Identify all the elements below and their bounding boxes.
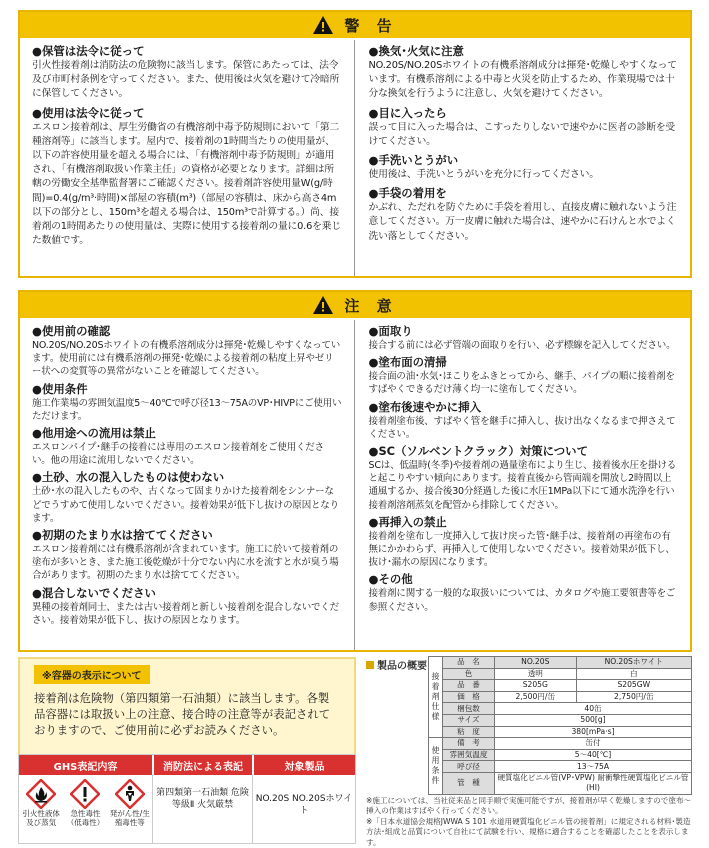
caution-section [32,382,342,423]
caution-section [369,400,679,441]
container-label-box [18,657,356,757]
spec-title: 製品の概要 [366,657,427,672]
warning-triangle-icon [312,295,334,315]
ghs-flame: 引火性液体及び蒸気 [20,779,62,843]
section-body: 引火性接着剤は消防法の危険物に該当します。保管にあたっては、法令及び市町村条例を守ってください。また、使用後は火気を避けて冷暗所に保管してください。 [32,60,340,100]
health-hazard-icon [115,779,145,809]
ghs-table [18,754,356,844]
section-body: エスロン接着剤には有機系溶剤が含まれています。施工に於いて接着剤の塗布が多いとき、また施工後乾燥が十分でない内に水を流すと水が臭う場合があります。初期のたまり水は捨ててください。 [32,544,339,582]
caution-section [369,515,679,570]
warning-section [369,186,679,244]
target-products: NO.20S NO.20Sホワイト [252,775,355,843]
target-product-header: 対象製品 [252,755,355,775]
spec-group-label: 使用条件 [429,738,443,795]
table-row: 雰囲気温度 5～40[℃] [429,749,692,761]
table-row: 呼び径 13～75A [429,761,692,773]
table-row: 色 透明 白 [429,668,692,680]
section-title: ●換気･火気に注意 [368,44,464,58]
section-title: ●手洗いとうがい [368,153,459,168]
caution-section [32,470,342,525]
fire-law-header: 消防法による表記 [152,755,252,775]
section-body: 施工作業場の雰囲気温度5～40℃で呼び径13～75AのVP･HIVPにご使用いただけます。 [32,397,342,422]
warning-heading: 警 告 [344,16,398,35]
caution-header [20,292,690,318]
section-title: ●塗布面の清掃 [368,355,447,370]
table-row: 接着剤仕様 品 名 NO.20S NO.20Sホワイト [429,657,692,669]
section-body: 接着剤を塗布し一度挿入して抜け戻った管･継手は、接着剤の再塗布の有無にかかわらず、再挿入して使用しないでください。接着効果が低下し、抜け･漏水の原因になります。 [368,530,675,569]
section-body: 接着剤塗布後、すばやく管を継手に挿入し、抜け出なくなるまで押さえてください。 [368,415,676,440]
note-2: ※「日本水道協会規格JWWA S 101 水道用硬質塩化ビニル管の接着剤」に規定される材料･製造方法･組成と品質について自社にて試験を行い、規格に適合することを確認したことを表示します。 [366,816,691,847]
section-body: SCは、低温時(冬季)や接着剤の過量塗布により生じ、接着後水圧を掛けると起こりやすい傾向にあります。接着直後から管両端を開放し2時間以上通風するか、接合後30分経過した後に水圧1MPa以下にて通水洗浄を行い接着剤溶剤蒸気を配管から排除してください。 [368,460,677,511]
section-body: 使用後は、手洗いとうがいを充分に行ってください。 [368,169,599,181]
caution-section [32,324,342,379]
warning-right-column [354,40,691,276]
section-body: エスロン接着剤は、厚生労働省の有機溶剤中毒予防規則において「第二種溶剤等」に該当します。屋内で、接着剤の1時間当たりの使用量が、以下の許容使用量を超える場合には、「有機溶剤中毒予防規則」が適用され、「有機溶剤取扱い作業主任」の資格が必要となります。詳細は所轄の労働安全基準監督署にご確認ください。接着剤許容使用量W(g/時間)=0.4(g/m³·時間)×部屋の容積(m³)（部屋の容積は、床から高さ4m以下の部分とし、150m³を超える場合は、150m³で計算する。）尚、接着剤の1時間あたりの使用量は、実際に使用する接着剤の量に0.6を乗じた数値です。 [32,121,341,247]
caution-box [18,290,692,652]
section-body: NO.20S/NO.20Sホワイトの有機系溶剤成分は揮発･乾燥しやすくなっています。使用前には有機系溶剤の揮発･乾燥による接着剤の粘度上昇やゼリー状への変質等の異常がないことを確認してください。 [32,340,341,378]
section-title: ●面取り [368,324,413,338]
section-body: 誤って目に入った場合は、こすったりしないで速やかに医者の診断を受けてください。 [368,121,676,147]
section-title: ●他用途への流用は禁止 [32,426,156,441]
section-title: ●使用前の確認 [32,324,111,338]
warning-section [32,106,342,249]
warning-triangle-icon [312,15,334,35]
section-title: ●目に入ったら [368,105,447,120]
table-row: 品 番 S205G S205GW [429,680,692,692]
section-body: 異種の接着剤同士、または古い接着剤と新しい接着剤を混合しないでください。接着効果が低下し、抜けの原因となります。 [32,601,339,626]
section-body: かぶれ、ただれを防ぐために手袋を着用し、直接皮膚に触れないよう注意してください。万一皮膚に触れた場合は、速やかに石けんと水でよく洗い落としてください。 [368,202,677,242]
spec-group-label: 接着剤仕様 [429,657,443,738]
warning-section [369,153,679,182]
section-title: ●その他 [368,572,413,587]
section-title: ●手袋の着用を [368,186,447,201]
ghs-header: GHS表記内容 [19,755,152,775]
section-title: ●再挿入の禁止 [368,514,447,529]
spec-notes [366,796,694,848]
spec-table [428,656,692,795]
container-label-text: 接着剤は危険物（第四類第一石油類）に該当します。各製品容器には取扱い上の注意、接合時の注意等が表記されておりますので、ご使用前に必ずお読みください。 [34,691,331,737]
section-body: 接合する前には必ず管端の面取りを行い、必ず標線を記入してください。 [368,340,676,351]
section-body: 接着剤に関する一般的な取扱いについては、カタログや施工要領書等をご参照ください。 [368,588,676,613]
table-row: 使用条件 備 考 缶付 [429,738,692,750]
table-row: 粘 度 380[mPa·s] [429,726,692,738]
caution-section [32,528,342,583]
warning-section [369,44,679,102]
caution-section [32,586,342,627]
section-title: ●使用は法令に従って [32,105,145,120]
section-title: ●保管は法令に従って [32,44,145,58]
caution-section [32,426,342,467]
exclamation-icon [70,779,100,809]
caution-section [369,355,679,396]
section-title: ●塗布後速やかに挿入 [368,399,481,414]
section-title: ●使用条件 [32,381,88,396]
caution-heading: 注 意 [344,296,398,315]
section-body: 土砂･水の混入したものや、古くなって固まりかけた接着剤をシンナーなどでうすめて使用しないでください。接着効果が低下し抜けの原因となります。 [32,486,339,524]
ghs-health-hazard: 発がん性/生殖毒性等 [109,779,151,843]
caution-section [369,324,679,352]
table-row: 管 種 硬質塩化ビニル管(VP･VPW) 耐衝撃性硬質塩化ビニル管(HI) [429,772,692,794]
ghs-exclamation: 急性毒性（低毒性） [64,779,106,843]
flame-icon [26,779,56,809]
caution-section [369,572,679,613]
section-title: ●混合しないでください [32,585,156,600]
warning-section [369,106,679,149]
warning-section [32,44,342,102]
section-body: 接合面の油･水気･ほこりをふきとってから、継手、パイプの順に接着剤をすばやくできるだけ薄く均一に塗布してください。 [368,371,675,396]
section-body: エスロンパイプ･継手の接着には専用のエスロン接着剤をご使用ください。他の用途に流用しないでください。 [32,442,324,467]
container-label-tag: ※容器の表示について [34,665,150,684]
warning-left-column [20,40,354,276]
section-title: ●SC（ソルベントクラック）対策について [368,444,588,459]
section-title: ●初期のたまり水は捨ててください [32,528,213,543]
warning-header [20,12,690,38]
section-title: ●土砂、水の混入したものは使わない [32,470,225,485]
note-1: ※施工については、当社従来品と同手順で実施可能ですが、接着剤が早く乾燥しますので塗布～挿入の作業はすばやく行ってください。 [366,796,692,816]
table-row: サイズ 500[g] [429,714,692,726]
caution-right-column [354,320,691,650]
caution-left-column [20,320,354,650]
section-body: NO.20S/NO.20Sホワイトの有機系溶剤成分は揮発･乾燥しやすくなっています。有機系溶剤による中毒と火災を防止するため、作業現場では十分な換気を行うように注意し、火気を避けてください。 [368,60,677,100]
fire-law-text: 第四類第一石油類 危険等級Ⅱ 火気厳禁 [152,775,252,843]
table-row: 価 格 2,500円/缶 2,750円/缶 [429,691,692,703]
caution-section [369,444,679,512]
warning-box [18,10,692,278]
table-row: 梱包数 40缶 [429,703,692,715]
